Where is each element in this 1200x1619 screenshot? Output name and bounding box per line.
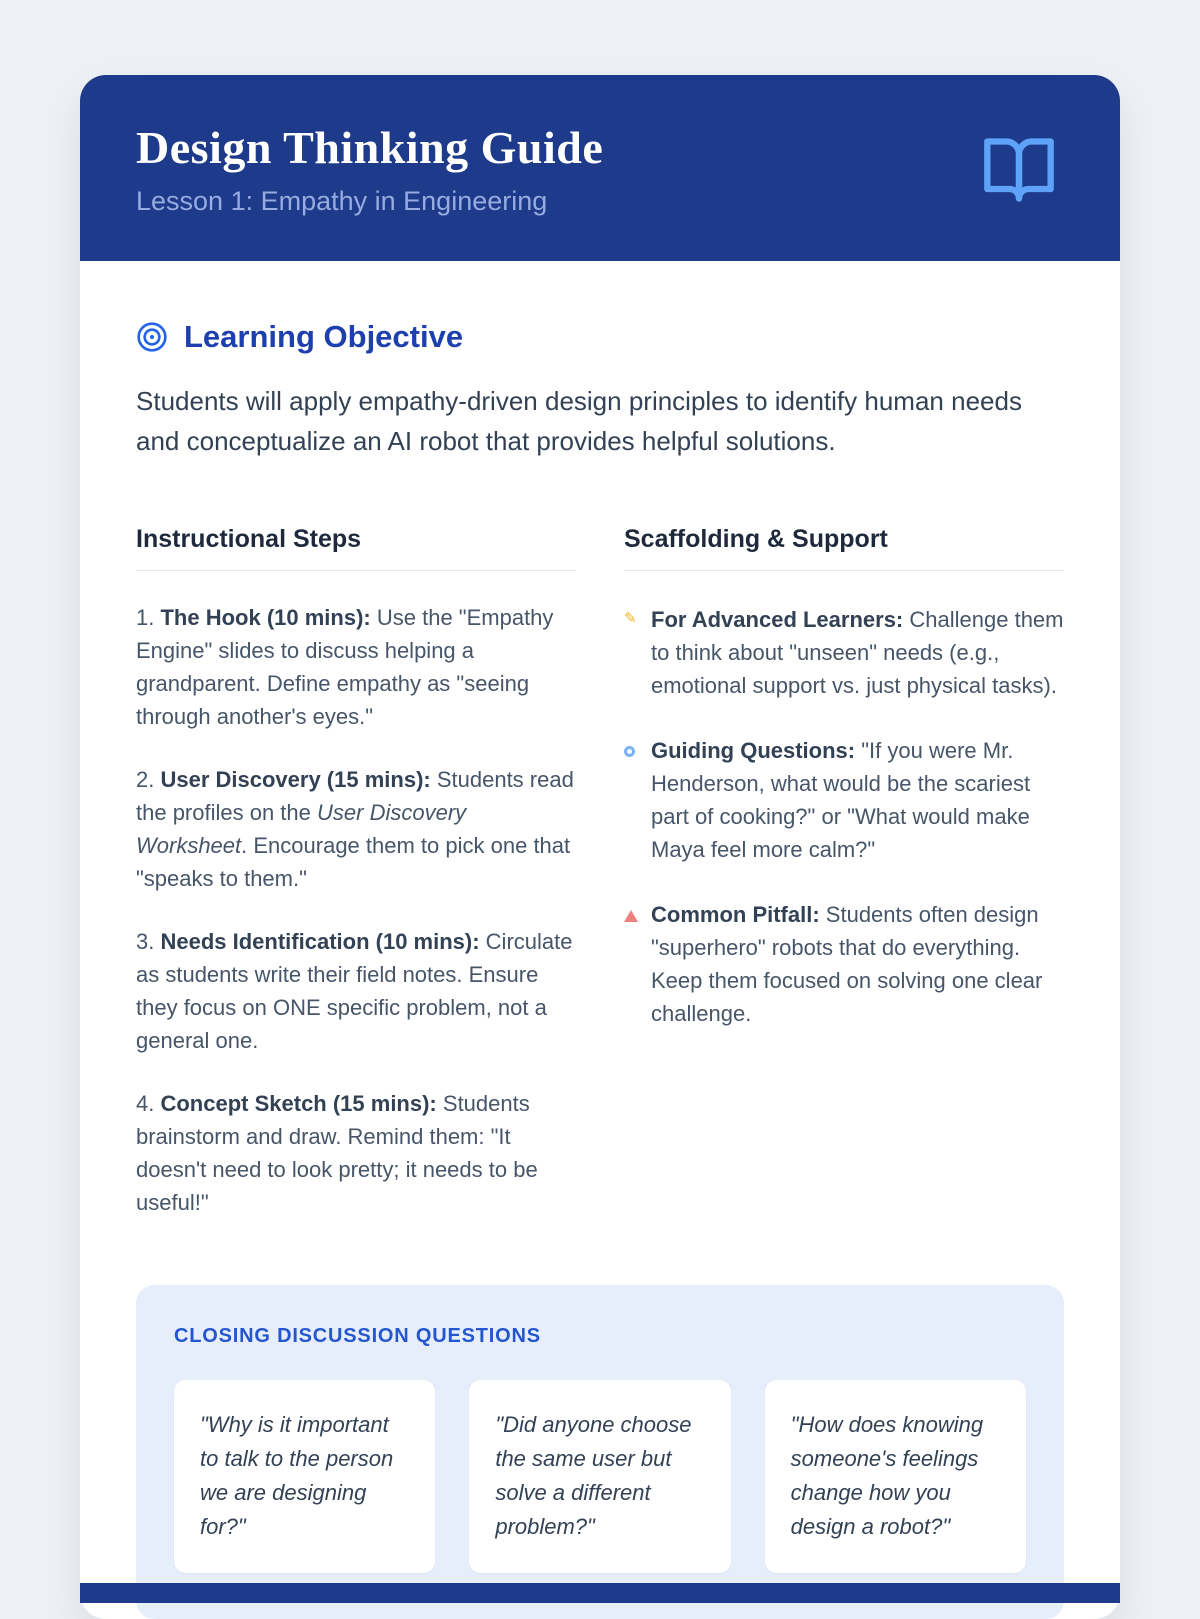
step-body: Use the "Empathy Engine" slides to discuss helping a grandparent. Define empathy as "seeing through another's eyes." xyxy=(136,605,554,730)
step-item xyxy=(136,601,576,733)
support-body: "If you were Mr. Henderson, what would be the scariest part of cooking?" or "What would make Maya feel more calm?" xyxy=(651,738,1031,863)
support-body: Students often design "superhero" robots that do everything. Keep them focused on solving one clear challenge. xyxy=(651,902,1043,1027)
support-title: Common Pitfall: xyxy=(651,902,820,928)
step-body: Circulate as students write their field notes. Ensure they focus on ONE specific problem, not a general one. xyxy=(136,929,573,1054)
support-body: Challenge them to think about "unseen" needs (e.g., emotional support vs. just physical tasks). xyxy=(651,607,1064,699)
support-text xyxy=(651,734,1064,866)
step-title: Concept Sketch (15 mins): xyxy=(160,1091,437,1117)
step-number: 3. xyxy=(136,929,155,955)
card-body xyxy=(80,261,1120,1619)
instructional-steps-section xyxy=(136,525,576,1219)
discussion-question: "Did anyone choose the same user but solve a different problem?" xyxy=(495,1412,692,1540)
steps-heading: Instructional Steps xyxy=(136,525,576,571)
step-title: Needs Identification (10 mins): xyxy=(160,929,480,955)
closing-discussion-panel xyxy=(136,1285,1064,1618)
discussion-question-card xyxy=(469,1380,730,1572)
support-item xyxy=(624,734,1064,866)
step-body: Students brainstorm and draw. Remind them: "It doesn't need to look pretty; it needs to be useful!" xyxy=(136,1091,538,1216)
learning-objective-section xyxy=(136,319,1064,462)
support-item xyxy=(624,898,1064,1030)
step-text xyxy=(136,601,576,733)
discussion-cards xyxy=(174,1380,1026,1572)
step-item xyxy=(136,1087,576,1219)
worksheet-name: User Discovery Worksheet xyxy=(136,800,467,859)
pencil-icon: ✎ xyxy=(624,610,637,628)
lesson-guide-card xyxy=(80,75,1120,1619)
two-column-layout xyxy=(136,525,1064,1219)
discussion-question: "Why is it important to talk to the person we are designing for?" xyxy=(200,1412,394,1540)
scaffolding-support-section xyxy=(624,525,1064,1219)
page-title: Design Thinking Guide xyxy=(136,122,604,173)
objective-heading: Learning Objective xyxy=(184,318,464,354)
header-text xyxy=(136,123,603,217)
support-title: For Advanced Learners: xyxy=(651,607,904,633)
objective-heading-row xyxy=(136,319,1064,355)
open-book-icon xyxy=(976,132,1062,208)
support-text xyxy=(651,603,1064,702)
step-number: 2. xyxy=(136,767,155,793)
step-item xyxy=(136,925,576,1057)
step-body: Students read the profiles on the xyxy=(136,767,574,826)
discussion-question-card xyxy=(174,1380,435,1572)
support-text xyxy=(651,898,1064,1030)
step-title: The Hook (10 mins): xyxy=(160,605,371,631)
step-title: User Discovery (15 mins): xyxy=(160,767,431,793)
step-text xyxy=(136,925,576,1057)
support-item xyxy=(624,603,1064,702)
step-text xyxy=(136,763,576,895)
discussion-question-card xyxy=(765,1380,1026,1572)
objective-text: Students will apply empathy-driven design principles to identify human needs and conceptualize an AI robot that provides helpful solutions. xyxy=(136,385,1022,456)
target-icon xyxy=(136,321,168,353)
step-body: . Encourage them to pick one that "speaks to them." xyxy=(136,833,571,892)
discussion-question: "How does knowing someone's feelings change how you design a robot?" xyxy=(790,1412,984,1540)
scaffolding-heading: Scaffolding & Support xyxy=(624,525,1064,571)
circle-icon xyxy=(624,742,639,866)
card-footer-bar xyxy=(80,1583,1120,1603)
card-header xyxy=(80,75,1120,261)
step-item xyxy=(136,763,576,895)
step-number: 1. xyxy=(136,605,155,631)
step-number: 4. xyxy=(136,1091,155,1117)
warning-triangle-icon xyxy=(624,906,639,1030)
page-subtitle: Lesson 1: Empathy in Engineering xyxy=(136,185,548,216)
step-text xyxy=(136,1087,576,1219)
discussion-heading: CLOSING DISCUSSION QUESTIONS xyxy=(174,1325,541,1348)
support-title: Guiding Questions: xyxy=(651,738,856,764)
